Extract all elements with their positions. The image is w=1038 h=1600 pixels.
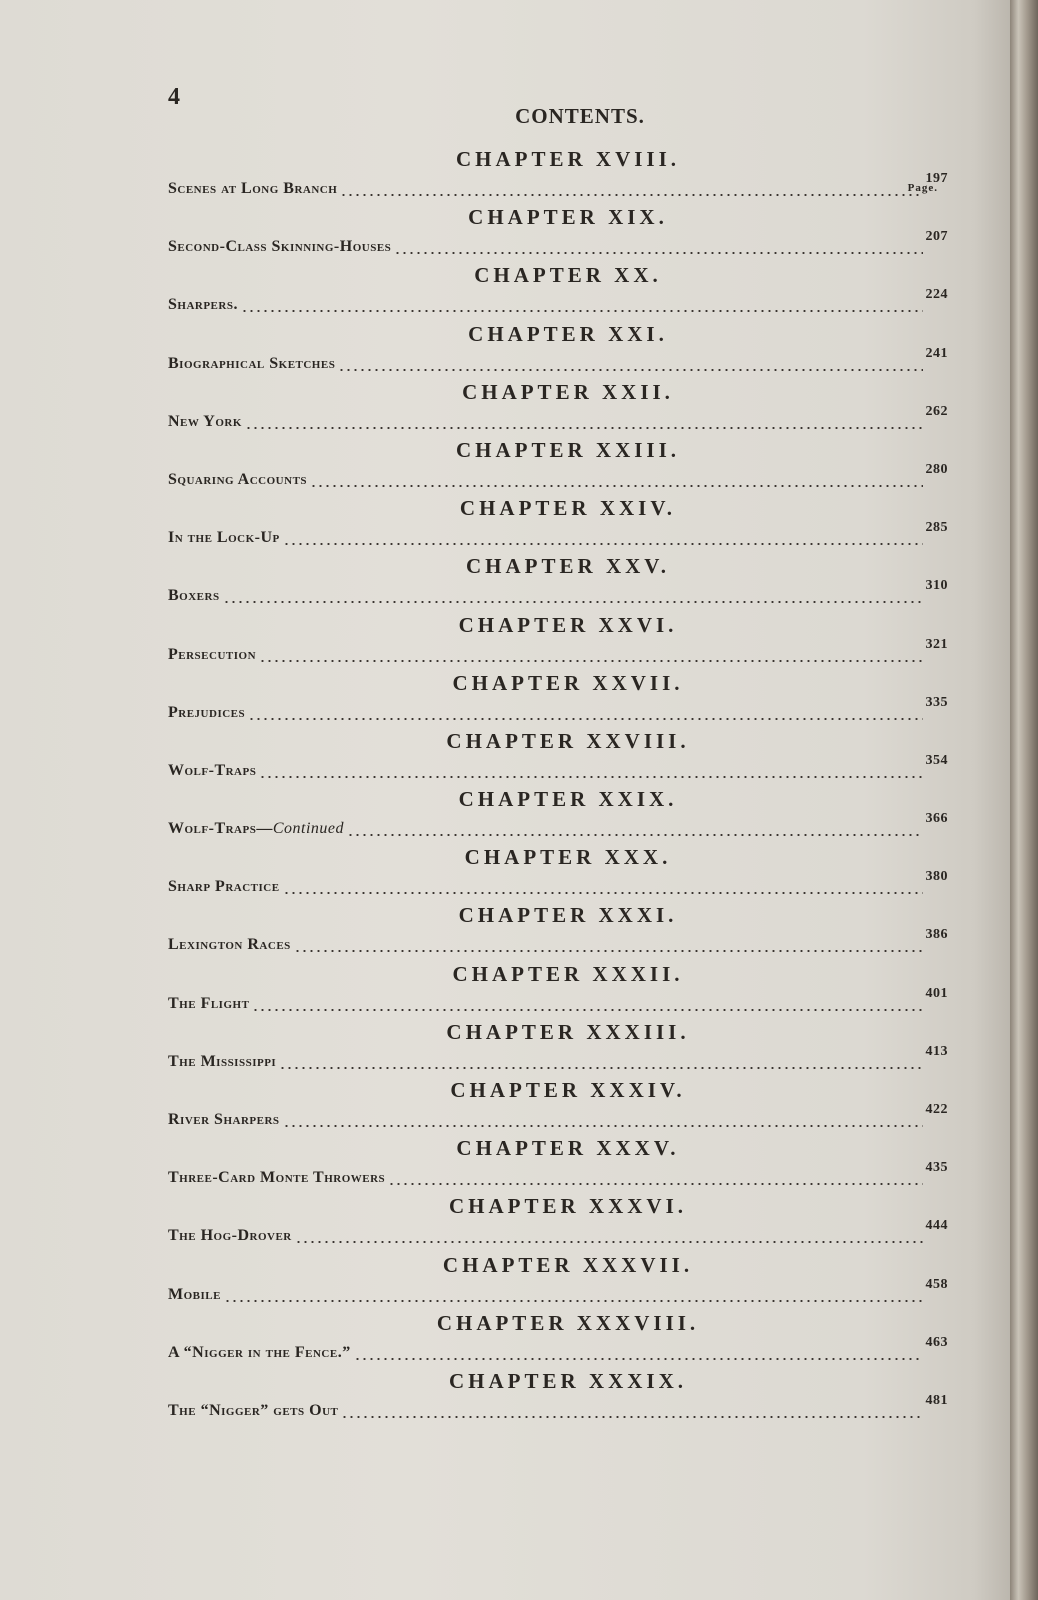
chapter-heading: CHAPTER XXXVI. [448, 1194, 687, 1219]
chapter-title-text: Mobile [168, 1285, 221, 1303]
chapter-title [168, 1400, 338, 1422]
toc-entry [168, 1077, 948, 1135]
chapter-title [168, 1051, 276, 1073]
dot-leader [283, 892, 923, 894]
chapter-line [168, 1219, 948, 1247]
chapter-title-text: Biographical Sketches [168, 354, 336, 372]
page-ref: 197 [925, 171, 948, 186]
chapter-title-text: In the Lock-Up [168, 529, 280, 547]
chapter-title [168, 993, 249, 1015]
chapter-heading: CHAPTER XX. [474, 263, 662, 288]
page-ref: 207 [925, 229, 948, 245]
chapter-line [168, 230, 948, 258]
chapter-line [168, 579, 948, 607]
page-ref: 280 [925, 461, 948, 477]
table-of-contents [168, 146, 948, 1426]
chapter-title [168, 178, 337, 200]
chapter-line [168, 638, 948, 666]
chapter-title [168, 876, 280, 898]
chapter-title [168, 702, 245, 724]
chapter-title-text: Prejudices [168, 703, 246, 721]
dot-leader [259, 660, 922, 662]
toc-entry [168, 961, 948, 1019]
toc-entry [168, 786, 948, 844]
toc-entry [168, 1193, 948, 1251]
toc-entry [168, 1310, 948, 1368]
page-ref: 401 [925, 985, 948, 1001]
chapter-title [168, 469, 307, 491]
chapter-title-text: Wolf-Traps— [168, 820, 273, 838]
chapter-title [168, 1109, 280, 1131]
chapter-title-text: The Hog-Drover [168, 1227, 292, 1245]
chapter-heading: CHAPTER XXXIX. [448, 1368, 687, 1393]
chapter-title-text: Persecution [168, 645, 257, 663]
toc-entry [168, 495, 948, 553]
chapter-line [168, 347, 948, 375]
chapter-heading: CHAPTER XXIII. [455, 437, 681, 462]
toc-entry [168, 204, 948, 262]
chapter-title-text: A “Nigger in the Fence.” [168, 1343, 351, 1361]
chapter-title-text: Three-Card Monte Throwers [168, 1169, 386, 1187]
dot-leader [341, 1416, 922, 1418]
page-ref: 241 [925, 345, 948, 361]
toc-entry [168, 670, 948, 728]
toc-entry [168, 321, 948, 379]
chapter-title [168, 1167, 385, 1189]
chapter-heading: CHAPTER XXI. [468, 321, 668, 346]
page-edge [1010, 0, 1038, 1600]
chapter-line [168, 812, 948, 840]
toc-entry [168, 553, 948, 611]
page-ref: 380 [925, 869, 948, 885]
dot-leader [224, 1300, 923, 1302]
dot-leader [241, 310, 923, 312]
chapter-heading: CHAPTER XXXIII. [446, 1019, 690, 1044]
dot-leader [295, 1241, 923, 1243]
chapter-heading: CHAPTER XXXVII. [442, 1252, 694, 1277]
chapter-title-text: The Mississippi [168, 1052, 277, 1070]
chapter-title-text: Squaring Accounts [168, 470, 308, 488]
chapter-heading: CHAPTER XXIX. [458, 787, 678, 812]
dot-leader [259, 776, 922, 778]
dot-leader [248, 718, 922, 720]
page-column-label: Page. [907, 182, 938, 194]
chapter-line [168, 1278, 948, 1306]
chapter-title-text: The Flight [168, 994, 250, 1012]
chapter-heading: CHAPTER XXV. [466, 554, 670, 579]
chapter-line [168, 754, 948, 782]
chapter-heading: CHAPTER XXXII. [452, 961, 684, 986]
chapter-heading: CHAPTER XVIII. [455, 147, 681, 171]
chapter-heading: CHAPTER XXVII. [452, 670, 684, 695]
chapter-title [168, 353, 335, 375]
chapter-title-text: New York [168, 412, 242, 430]
dot-leader [338, 369, 922, 371]
toc-entry [168, 146, 948, 204]
toc-entry [168, 728, 948, 786]
chapter-line [168, 870, 948, 898]
chapter-title-text: River Sharpers [168, 1111, 280, 1128]
chapter-line [168, 1336, 948, 1364]
chapter-title [168, 1342, 351, 1364]
toc-entry [168, 437, 948, 495]
dot-leader [294, 950, 923, 952]
toc-entry [168, 1368, 948, 1426]
page-ref: 435 [925, 1160, 948, 1176]
chapter-title [168, 411, 242, 433]
chapter-title [168, 585, 220, 607]
chapter-line [168, 172, 948, 200]
chapter-line [168, 1103, 948, 1131]
dot-leader [347, 834, 922, 836]
chapter-title [168, 934, 291, 956]
page-ref: 386 [925, 927, 948, 943]
dot-leader [279, 1067, 922, 1069]
page-number: 4 [168, 84, 180, 110]
page-ref: 366 [925, 811, 948, 827]
toc-entry [168, 844, 948, 902]
dot-leader [245, 427, 923, 429]
page-ref: 262 [925, 403, 948, 419]
dot-leader [394, 252, 922, 254]
chapter-title [168, 760, 256, 782]
chapter-line [168, 928, 948, 956]
page-ref: 444 [925, 1218, 948, 1234]
dot-leader [388, 1183, 922, 1185]
chapter-title [168, 818, 344, 840]
chapter-title [168, 527, 280, 549]
page-ref: 413 [925, 1043, 948, 1059]
chapter-title [168, 1284, 221, 1306]
chapter-line [168, 987, 948, 1015]
dot-leader [340, 194, 922, 196]
page-ref: 481 [925, 1392, 948, 1408]
page-ref: 335 [925, 694, 948, 710]
chapter-heading: CHAPTER XXVIII. [446, 728, 690, 753]
chapter-line [168, 1394, 948, 1422]
chapter-heading: CHAPTER XXVI. [458, 612, 678, 637]
chapter-title-text: Lexington Races [168, 936, 291, 954]
chapter-heading: CHAPTER XXX. [464, 845, 672, 870]
chapter-heading: CHAPTER XXXV. [456, 1136, 680, 1161]
chapter-heading: CHAPTER XXIV. [459, 496, 677, 521]
page-ref: 463 [925, 1334, 948, 1350]
toc-entry [168, 902, 948, 960]
chapter-title-text: Wolf-Traps [168, 761, 257, 779]
chapter-heading: CHAPTER XXXI. [458, 903, 678, 928]
dot-leader [310, 485, 922, 487]
chapter-title-text: Boxers [168, 587, 220, 605]
dot-leader [223, 601, 923, 603]
dot-leader [283, 1125, 923, 1127]
chapter-title-text: Second-Class Skinning-Houses [168, 238, 392, 256]
chapter-title-text: Sharp Practice [168, 878, 280, 896]
page-ref: 285 [925, 520, 948, 536]
toc-entry [168, 1019, 948, 1077]
chapter-heading: CHAPTER XXXVIII. [436, 1310, 700, 1335]
chapter-title [168, 294, 238, 316]
page-title: CONTENTS. [515, 104, 645, 128]
chapter-line [168, 405, 948, 433]
page-ref: 321 [925, 636, 948, 652]
page-ref: 422 [925, 1102, 948, 1117]
chapter-title [168, 1225, 292, 1247]
dot-leader [354, 1358, 923, 1360]
chapter-line [168, 463, 948, 491]
chapter-title [168, 644, 256, 666]
chapter-line [168, 521, 948, 549]
dot-leader [283, 543, 923, 545]
chapter-heading: CHAPTER XXXIV. [450, 1078, 686, 1102]
page-ref: 310 [925, 578, 948, 594]
chapter-line [168, 1045, 948, 1073]
chapter-line [168, 1161, 948, 1189]
toc-entry [168, 262, 948, 320]
toc-entry [168, 612, 948, 670]
toc-entry [168, 379, 948, 437]
chapter-title-text: The “Nigger” gets Out [168, 1401, 339, 1419]
chapter-title-text: Scenes at Long Branch [168, 180, 338, 197]
chapter-heading: CHAPTER XXII. [462, 379, 674, 404]
chapter-title-italic: Continued [272, 820, 345, 838]
chapter-line [168, 696, 948, 724]
page-ref: 354 [925, 752, 948, 768]
chapter-title-text: Sharpers. [168, 296, 238, 314]
chapter-heading: CHAPTER XIX. [468, 205, 668, 230]
page-ref: 458 [925, 1276, 948, 1292]
dot-leader [252, 1009, 922, 1011]
chapter-line [168, 288, 948, 316]
toc-entry [168, 1252, 948, 1310]
chapter-title [168, 236, 391, 258]
toc-entry [168, 1135, 948, 1193]
page-ref: 224 [925, 287, 948, 303]
